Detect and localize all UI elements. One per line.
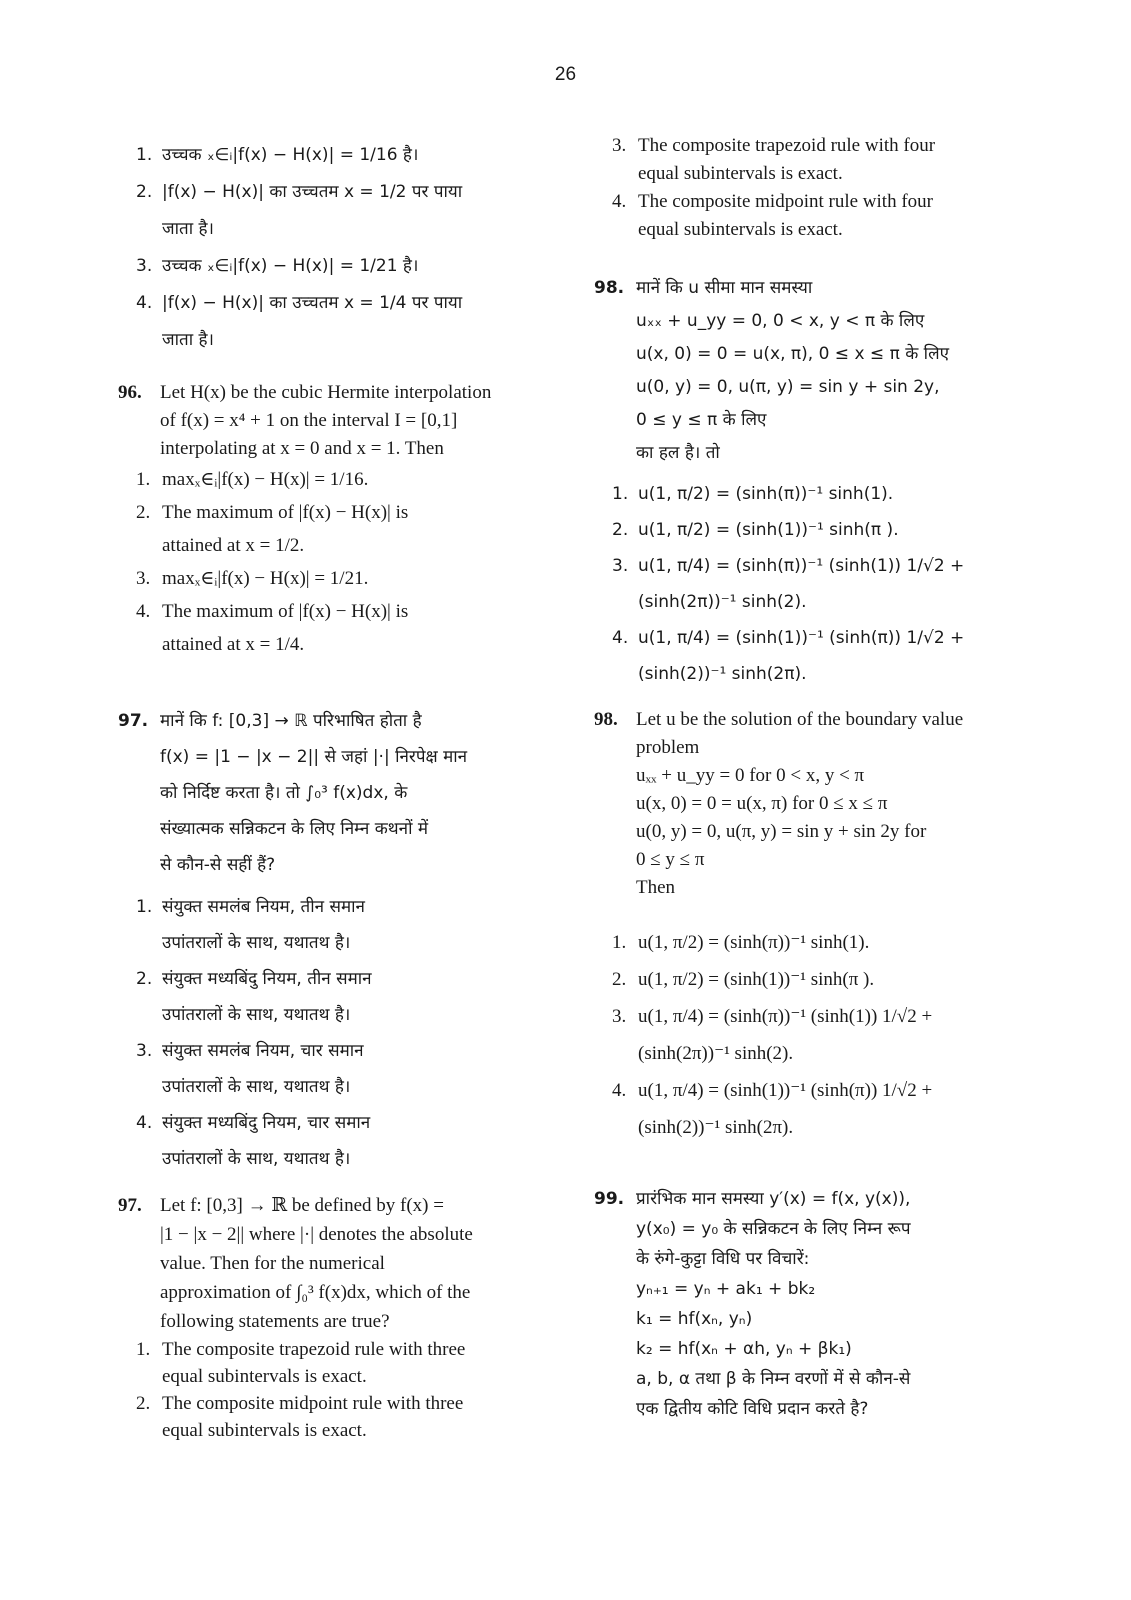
option-text: equal subintervals is exact. [638, 219, 843, 240]
option-number: 3. [136, 568, 151, 589]
options-group [118, 889, 538, 1177]
option-text: The composite midpoint rule with three [162, 1393, 464, 1414]
question-99-hindi [594, 1184, 1014, 1424]
option-number: 1. [136, 469, 151, 490]
option-item [118, 1390, 538, 1444]
question-text: मानें कि u सीमा मान समस्या [636, 278, 813, 298]
option-item [118, 1336, 538, 1390]
question-line [118, 775, 538, 811]
option-number: 2. [136, 182, 153, 202]
option-text: The composite trapezoid rule with four [638, 135, 936, 156]
options-group [118, 463, 538, 661]
option-text: u(1, π/2) = (sinh(1))⁻¹ sinh(π ). [638, 969, 875, 990]
question-text: से कौन-से सहीं हैं? [160, 855, 276, 875]
option-text: The maximum of |f(x) − H(x)| is [162, 601, 409, 622]
option-text: u(1, π/4) = (sinh(1))⁻¹ (sinh(π)) 1/√2 + [638, 1080, 933, 1101]
option-text: The composite trapezoid rule with three [162, 1339, 466, 1360]
option-text: जाता है। [162, 219, 214, 239]
question-line [594, 1334, 1014, 1364]
question-96-english [118, 379, 538, 661]
question-line [594, 404, 1014, 437]
question-line [594, 734, 1014, 762]
question-line [594, 818, 1014, 846]
option-text: उपांतरालों के साथ, यथातथ है। [162, 1077, 351, 1097]
question-number: 98. [594, 709, 618, 730]
question-line [594, 762, 1014, 790]
question-line [594, 790, 1014, 818]
question-line [118, 811, 538, 847]
option-item [594, 132, 1014, 188]
option-number: 3. [136, 256, 153, 276]
question-text: uₓₓ + u_yy = 0 for 0 < x, y < π [636, 765, 865, 786]
option-item [118, 496, 538, 562]
question-number: 97. [118, 711, 149, 731]
question-text: 0 ≤ y ≤ π [636, 849, 705, 870]
option-text: The maximum of |f(x) − H(x)| is [162, 502, 409, 523]
option-number: 3. [612, 1006, 627, 1027]
question-line [594, 1214, 1014, 1244]
question-first-line [118, 1191, 538, 1220]
question-number: 97. [118, 1195, 142, 1216]
question-text: value. Then for the numerical [160, 1253, 385, 1274]
option-item [118, 174, 538, 248]
option-item [594, 620, 1014, 692]
question-text: u(x, 0) = 0 = u(x, π), 0 ≤ x ≤ π के लिए [636, 344, 950, 364]
question-text: u(0, y) = 0, u(π, y) = sin y + sin 2y, [636, 377, 940, 397]
question-text: problem [636, 737, 700, 758]
option-text: (sinh(2))⁻¹ sinh(2π). [638, 664, 807, 684]
option-text: attained at x = 1/4. [162, 634, 305, 655]
question-text: एक द्वितीय कोटि विधि प्रदान करते है? [636, 1399, 869, 1419]
question-98-english [594, 706, 1014, 1146]
option-number: 2. [612, 520, 629, 540]
question-text: k₂ = hf(xₙ + αh, yₙ + βk₁) [636, 1339, 852, 1359]
option-number: 4. [136, 1113, 153, 1133]
option-text: u(1, π/4) = (sinh(1))⁻¹ (sinh(π)) 1/√2 + [638, 628, 965, 648]
option-text: (sinh(2π))⁻¹ sinh(2). [638, 592, 807, 612]
question-text: u(0, y) = 0, u(π, y) = sin y + sin 2y for [636, 821, 927, 842]
question-line [594, 846, 1014, 874]
option-item [118, 137, 538, 174]
option-number: 4. [612, 1080, 627, 1101]
option-item [594, 548, 1014, 620]
option-item [118, 562, 538, 595]
question-97-english [118, 1191, 538, 1444]
option-item [594, 998, 1014, 1072]
option-text: |f(x) − H(x)| का उच्चतम x = 1/4 पर पाया [162, 293, 463, 313]
option-number: 4. [612, 191, 627, 212]
option-item [118, 595, 538, 661]
question-first-line [594, 706, 1014, 734]
question-line [118, 1249, 538, 1278]
option-number: 2. [136, 1393, 151, 1414]
question-text: को निर्दिष्ट करता है। तो ∫₀³ f(x)dx, के [160, 783, 408, 803]
option-item [594, 1072, 1014, 1146]
question-text: a, b, α तथा β के निम्न वरणों में से कौन-से [636, 1369, 911, 1389]
question-line [594, 371, 1014, 404]
option-item [118, 285, 538, 359]
option-number: 3. [136, 1041, 153, 1061]
question-line [594, 1304, 1014, 1334]
option-text: संयुक्त मध्यबिंदु नियम, चार समान [162, 1113, 371, 1133]
question-text: प्रारंभिक मान समस्या y′(x) = f(x, y(x)), [636, 1189, 911, 1209]
option-item [594, 512, 1014, 548]
question-text: मानें कि f: [0,3] → ℝ परिभाषित होता है [160, 711, 422, 731]
option-number: 2. [136, 969, 153, 989]
question-text: of f(x) = x⁴ + 1 on the interval I = [0,1] [160, 410, 458, 431]
question-first-line [118, 379, 538, 407]
question-line [594, 437, 1014, 470]
question-text: following statements are true? [160, 1311, 390, 1332]
question-line [594, 1394, 1014, 1424]
option-text: जाता है। [162, 330, 214, 350]
option-item [118, 1033, 538, 1105]
question-text: y(x₀) = y₀ के सन्निकटन के लिए निम्न रूप [636, 1219, 911, 1239]
option-text: u(1, π/4) = (sinh(π))⁻¹ (sinh(1)) 1/√2 + [638, 556, 965, 576]
option-item [118, 248, 538, 285]
option-text: उच्चक ₓ∈ᵢ|f(x) − H(x)| = 1/16 है। [162, 145, 419, 165]
question-text: Then [636, 877, 676, 898]
option-number: 1. [612, 932, 627, 953]
option-item [594, 924, 1014, 961]
option-number: 4. [136, 601, 151, 622]
option-text: u(1, π/2) = (sinh(π))⁻¹ sinh(1). [638, 484, 894, 504]
option-text: संयुक्त समलंब नियम, तीन समान [162, 897, 365, 917]
question-line [594, 1364, 1014, 1394]
option-number: 1. [136, 145, 153, 165]
option-item [118, 889, 538, 961]
page-number: 26 [554, 64, 577, 85]
option-item [594, 188, 1014, 244]
question-line [118, 1307, 538, 1336]
option-text: संयुक्त समलंब नियम, चार समान [162, 1041, 364, 1061]
question-text: uₓₓ + u_yy = 0, 0 < x, y < π के लिए [636, 311, 925, 331]
q97-english-continued [594, 132, 1014, 244]
option-text: equal subintervals is exact. [638, 163, 843, 184]
option-text: उपांतरालों के साथ, यथातथ है। [162, 1005, 351, 1025]
question-text: 0 ≤ y ≤ π के लिए [636, 410, 767, 430]
option-number: 1. [136, 897, 153, 917]
question-first-line [594, 1184, 1014, 1214]
option-number: 1. [136, 1339, 151, 1360]
option-number: 4. [612, 628, 629, 648]
option-item [118, 961, 538, 1033]
q95-options [118, 137, 538, 359]
option-text: maxₓ∈ᵢ|f(x) − H(x)| = 1/21. [162, 568, 369, 589]
option-text: equal subintervals is exact. [162, 1420, 367, 1441]
question-line [594, 1244, 1014, 1274]
option-text: (sinh(2))⁻¹ sinh(2π). [638, 1117, 794, 1138]
option-number: 3. [612, 135, 627, 156]
question-number: 96. [118, 382, 142, 403]
question-text: के रुंगे-कुट्टा विधि पर विचारें: [636, 1249, 810, 1269]
question-text: संख्यात्मक सन्निकटन के लिए निम्न कथनों में [160, 819, 429, 839]
option-number: 2. [136, 502, 151, 523]
question-text: Let H(x) be the cubic Hermite interpolation [160, 382, 492, 403]
question-number: 98. [594, 278, 625, 298]
option-text: संयुक्त मध्यबिंदु नियम, तीन समान [162, 969, 372, 989]
option-text: |f(x) − H(x)| का उच्चतम x = 1/2 पर पाया [162, 182, 463, 202]
question-text: f(x) = |1 − |x − 2|| से जहां |·| निरपेक्ष मान [160, 747, 468, 767]
option-number: 3. [612, 556, 629, 576]
option-item [118, 463, 538, 496]
option-number: 1. [612, 484, 629, 504]
option-text: The composite midpoint rule with four [638, 191, 933, 212]
question-line [118, 847, 538, 883]
option-number: 4. [136, 293, 153, 313]
question-first-line [594, 272, 1014, 305]
option-item [594, 961, 1014, 998]
option-text: attained at x = 1/2. [162, 535, 305, 556]
question-line [594, 1274, 1014, 1304]
option-item [118, 1105, 538, 1177]
question-98-hindi [594, 272, 1014, 692]
option-text: maxₓ∈ᵢ|f(x) − H(x)| = 1/16. [162, 469, 369, 490]
question-text: Let f: [0,3] → ℝ be defined by f(x) = [160, 1195, 444, 1216]
options-group [118, 1336, 538, 1444]
question-line [594, 338, 1014, 371]
option-item [594, 476, 1014, 512]
question-line [118, 407, 538, 435]
option-text: उपांतरालों के साथ, यथातथ है। [162, 933, 351, 953]
option-text: u(1, π/2) = (sinh(1))⁻¹ sinh(π ). [638, 520, 899, 540]
question-line [594, 874, 1014, 902]
options-group [594, 924, 1014, 1146]
question-line [118, 1278, 538, 1307]
question-97-hindi [118, 703, 538, 1177]
question-text: yₙ₊₁ = yₙ + ak₁ + bk₂ [636, 1279, 816, 1299]
question-text: approximation of ∫₀³ f(x)dx, which of the [160, 1282, 471, 1303]
question-line [118, 739, 538, 775]
question-text: u(x, 0) = 0 = u(x, π) for 0 ≤ x ≤ π [636, 793, 888, 814]
option-text: u(1, π/4) = (sinh(π))⁻¹ (sinh(1)) 1/√2 + [638, 1006, 933, 1027]
option-text: उच्चक ₓ∈ᵢ|f(x) − H(x)| = 1/21 है। [162, 256, 419, 276]
option-text: equal subintervals is exact. [162, 1366, 367, 1387]
option-text: u(1, π/2) = (sinh(π))⁻¹ sinh(1). [638, 932, 870, 953]
question-line [594, 305, 1014, 338]
question-text: का हल है। तो [636, 443, 720, 463]
question-line [118, 435, 538, 463]
options-group [594, 476, 1014, 692]
question-number: 99. [594, 1189, 625, 1209]
question-first-line [118, 703, 538, 739]
option-number: 2. [612, 969, 627, 990]
question-line [118, 1220, 538, 1249]
option-text: उपांतरालों के साथ, यथातथ है। [162, 1149, 351, 1169]
option-text: (sinh(2π))⁻¹ sinh(2). [638, 1043, 794, 1064]
question-text: k₁ = hf(xₙ, yₙ) [636, 1309, 753, 1329]
question-text: interpolating at x = 0 and x = 1. Then [160, 438, 444, 459]
question-text: |1 − |x − 2|| where |·| denotes the absolute [160, 1224, 473, 1245]
question-text: Let u be the solution of the boundary value [636, 709, 964, 730]
